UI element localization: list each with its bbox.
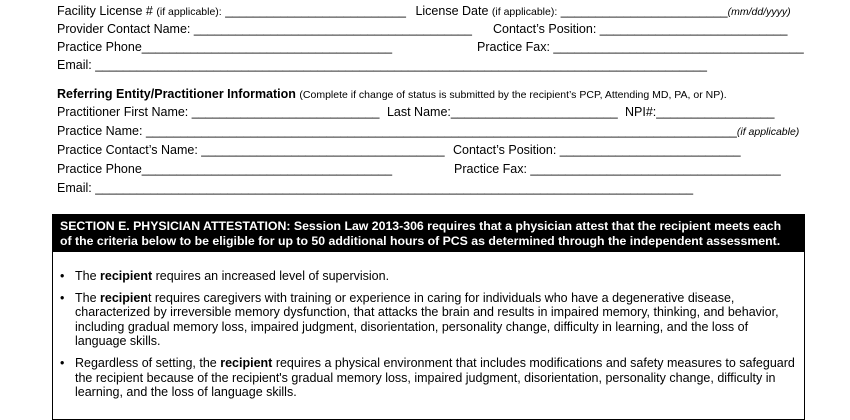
practitioner-name-row [57, 104, 618, 120]
provider-contact-position-row [493, 21, 787, 37]
provider-phone-field[interactable]: ____________________________________ [141, 40, 393, 54]
bullet-icon [60, 291, 64, 306]
practice-name-hint: (if applicable) [736, 126, 800, 138]
license-date-label: License Date [415, 4, 489, 18]
practice-phone-field[interactable]: ____________________________________ [141, 162, 393, 176]
practice-phone-label: Practice Phone [57, 162, 142, 176]
criteria-text: requires a physical environment that includes modifications and safety measures to safeguard the recipient because of the recipient's gradual memory loss, impaired judgment, disorientation, personality change, difficulty in learning, and the loss of language skills. [75, 355, 795, 400]
practice-contact-name-field[interactable]: ___________________________________ [201, 143, 445, 157]
provider-email-label: Email: [57, 58, 92, 72]
practice-email-label: Email: [57, 181, 92, 195]
practice-name-field[interactable]: _____________________________________________________________________________________ [145, 124, 737, 138]
provider-fax-row [477, 39, 804, 55]
criteria-item-physical-environment [60, 356, 800, 400]
referring-heading: Referring Entity/Practitioner Information [57, 87, 296, 101]
practice-contact-name-label: Practice Contact’s Name: [57, 143, 198, 157]
criteria-text: The [75, 290, 101, 305]
practice-name-label: Practice Name: [57, 124, 143, 138]
criteria-text: t requires caregivers with training or experience in caring for individuals who have a degenerative disease, characterized by irreversible memory dysfunction, that attacks the brain and results in impaired memory, thinking, and behavior, including gradual memory loss, impaired judgment, disorientation, personality change, difficulty in learning, and the loss of language skills. [75, 290, 779, 349]
practice-contact-row [57, 142, 445, 158]
provider-fax-label: Practice Fax: [477, 40, 550, 54]
license-date-hint: (if applicable): [491, 6, 558, 18]
facility-license-hint: (if applicable): [156, 6, 222, 18]
section-e-header-line1: SECTION E. PHYSICIAN ATTESTATION: Session Law 2013-306 requires that a physician attest that the recipient meets each [60, 219, 782, 233]
section-e-header [52, 214, 805, 252]
practitioner-last-name-label: Last Name: [386, 105, 451, 119]
criteria-item-caregiver-training [60, 291, 800, 349]
practice-phone-row [57, 161, 392, 177]
npi-label: NPI#: [625, 105, 657, 119]
criteria-text: requires an increased level of supervision. [152, 269, 390, 283]
referring-heading-row [57, 86, 727, 103]
criteria-text: The [75, 269, 101, 283]
npi-field[interactable]: _________________ [656, 105, 775, 119]
referring-heading-note: (Complete if change of status is submitted by the recipient’s PCP, Attending MD, PA, or NP). [299, 89, 727, 101]
practice-email-row [57, 180, 693, 196]
bullet-icon [60, 269, 64, 284]
provider-contact-position-label: Contact’s Position: [493, 22, 597, 36]
license-date-format: (mm/dd/yyyy) [727, 6, 791, 18]
bullet-icon [60, 356, 64, 371]
criteria-emphasis: recipient [100, 269, 153, 283]
practice-fax-label: Practice Fax: [454, 162, 527, 176]
practice-name-row [57, 123, 799, 140]
provider-email-row [57, 57, 707, 73]
provider-contact-name-label: Provider Contact Name: [57, 22, 191, 36]
practitioner-first-name-field[interactable]: ___________________________ [191, 105, 380, 119]
provider-contact-row [57, 21, 472, 37]
license-date-field[interactable]: ________________________ [560, 4, 728, 18]
practice-contact-position-label: Contact’s Position: [453, 143, 557, 157]
provider-fax-field[interactable]: ____________________________________ [553, 40, 804, 54]
facility-license-row [57, 3, 791, 20]
criteria-emphasis: recipien [100, 290, 148, 305]
criteria-item-supervision [60, 269, 800, 284]
facility-license-label: Facility License # [57, 4, 153, 18]
provider-phone-label: Practice Phone [57, 40, 142, 54]
attestation-criteria-list [60, 269, 800, 407]
section-e-header-line2: of the criteria below to be eligible for up to 50 additional hours of PCS as determined through the independent assessment. [60, 234, 781, 248]
criteria-emphasis: recipient [220, 355, 273, 370]
provider-contact-position-field[interactable]: ___________________________ [599, 22, 788, 36]
practice-contact-position-row [453, 142, 741, 158]
practitioner-first-name-label: Practitioner First Name: [57, 105, 189, 119]
practitioner-last-name-field[interactable]: ________________________ [450, 105, 618, 119]
facility-license-field[interactable]: __________________________ [225, 4, 406, 18]
practice-contact-position-field[interactable]: __________________________ [559, 143, 741, 157]
criteria-text: Regardless of setting, the [75, 355, 221, 370]
practice-fax-row [454, 161, 781, 177]
practice-fax-field[interactable]: ____________________________________ [530, 162, 781, 176]
provider-contact-name-field[interactable]: ________________________________________ [193, 22, 472, 36]
npi-row [625, 104, 774, 120]
practice-email-field[interactable]: ______________________________________________________________________________________ [95, 181, 694, 195]
provider-phone-row [57, 39, 392, 55]
provider-email-field[interactable]: ________________________________________________________________________________________ [95, 58, 707, 72]
